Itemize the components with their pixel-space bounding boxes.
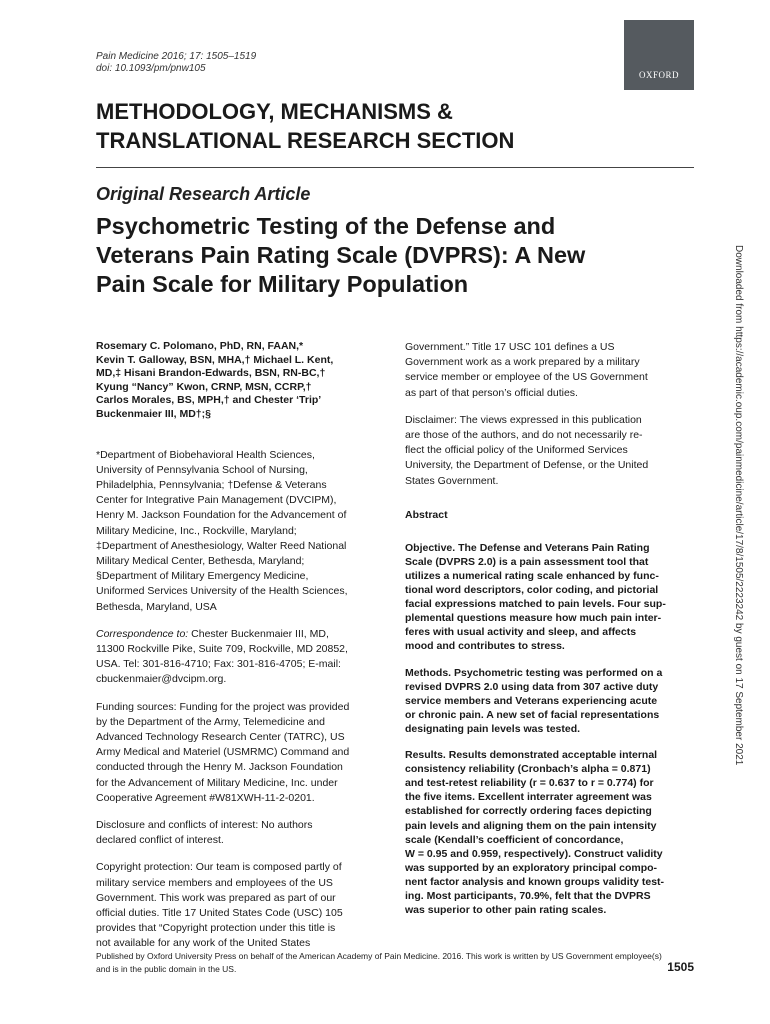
disclaimer-line: flect the official policy of the Uniformed Services (405, 444, 628, 457)
abstract-line: Objective. The Defense and Veterans Pain Rating (405, 541, 650, 554)
abstract-line: was superior to other pain rating scales. (405, 904, 607, 917)
abstract-line: consistency reliability (Cronbach’s alpha = 0.871) (405, 763, 651, 776)
abstract-line: Methods. Psychometric testing was performed on a (405, 666, 663, 679)
left-column (96, 340, 382, 964)
footer-line: and is in the public domain in the US. (96, 964, 237, 974)
author-line: Carlos Morales, BS, MPH,† and Chester ‘Trip’ (96, 394, 322, 407)
author-line: MD,‡ Hisani Brandon-Edwards, BSN, RN-BC,† (96, 367, 326, 380)
journal-citation (96, 51, 256, 75)
abstract-line: scale (Kendall’s coefficient of concordance, (405, 833, 624, 846)
footer-notice (96, 950, 694, 976)
download-note: Downloaded from https://academic.oup.com/painmedicine/article/17/8/1505/2223242 by guest on 17 September 2021 (733, 245, 744, 766)
disclaimer-line: University, the Department of Defense, or the United (405, 459, 649, 472)
funding-line: conducted through the Henry M. Jackson Foundation (96, 761, 343, 774)
disclaimer-line: States Government. (405, 474, 499, 487)
abstract-line: established for correctly ordering faces depicting (405, 805, 652, 818)
abstract-results (405, 748, 694, 917)
author-line: Kevin T. Galloway, BSN, MHA,† Michael L. Kent, (96, 353, 334, 366)
affiliation-line: Henry M. Jackson Foundation for the Advancement of (96, 509, 347, 522)
funding-line: by the Department of the Army, Telemedicine and (96, 715, 325, 728)
oxford-logo-text: OXFORD (638, 70, 679, 80)
footer-line: Published by Oxford University Press on behalf of the American Academy of Pain Medicine. 2016. This work is written by US Government employee(s) (96, 951, 662, 961)
author-list (96, 340, 382, 422)
correspondence-line: Chester Buckenmaier III, MD, (188, 627, 329, 640)
copyright-line: Government. This work was prepared as part of our (96, 891, 336, 904)
abstract-line: and test-retest reliability (r = 0.637 to r = 0.774) for (405, 777, 654, 790)
affiliation-line: Bethesda, Maryland, USA (96, 600, 217, 613)
funding-line: Cooperative Agreement #W81XWH-11-2-0201. (96, 791, 315, 804)
abstract-line: designating pain levels was tested. (405, 722, 581, 735)
article-title-line: Pain Scale for Military Population (96, 271, 469, 297)
affiliation-line: Military Medicine, Inc., Rockville, Maryland; (96, 524, 297, 537)
correspondence-line: USA. Tel: 301-816-4710; Fax: 301-816-4705; E-mail: (96, 658, 341, 671)
abstract-methods (405, 666, 694, 736)
article-type: Original Research Article (96, 184, 311, 204)
affiliation-line: §Department of Military Emergency Medicine, (96, 570, 309, 583)
affiliation-line: University of Pennsylvania School of Nursing, (96, 463, 308, 476)
affiliation-line: Military Medical Center, Bethesda, Maryland; (96, 554, 305, 567)
abstract-line: pain levels and aligning them on the pain intensity (405, 819, 657, 832)
disclosure-line: declared conflict of interest. (96, 834, 224, 847)
abstract-line: nent factor analysis and known groups validity test- (405, 875, 665, 888)
abstract-line: revised DVPRS 2.0 using data from 307 active duty (405, 680, 659, 693)
header-divider (96, 167, 694, 168)
abstract-line: mood and contributes to stress. (405, 640, 565, 653)
disclaimer-line: Disclaimer: The views expressed in this publication (405, 413, 642, 426)
affiliations (96, 448, 382, 615)
author-line: Kyung “Nancy” Kwon, CRNP, MSN, CCRP,† (96, 380, 312, 393)
section-title-line: METHODOLOGY, MECHANISMS & (96, 99, 453, 124)
copyright-continuation (405, 340, 694, 401)
funding-line: Funding sources: Funding for the project was provided (96, 700, 350, 713)
author-line: Buckenmaier III, MD†;§ (96, 407, 211, 420)
correspondence-label: Correspondence to: (96, 627, 189, 640)
disclosure-line: Disclosure and conflicts of interest: No authors (96, 819, 313, 832)
correspondence (96, 627, 382, 688)
abstract-line: facial expressions matched to pain levels. Four sup- (405, 598, 666, 611)
abstract-line: the five items. Excellent interrater agreement was (405, 791, 652, 804)
right-column (405, 340, 694, 929)
article-title (96, 212, 656, 299)
funding-line: for the Advancement of Military Medicine, Inc. under (96, 776, 338, 789)
section-title-line: TRANSLATIONAL RESEARCH SECTION (96, 128, 515, 153)
continuation-line: as part of that person’s official duties. (405, 386, 578, 399)
funding-line: Advanced Technology Research Center (TATRC), US (96, 731, 345, 744)
copyright-line: official duties. Title 17 United States Code (USC) 105 (96, 907, 343, 920)
article-title-line: Psychometric Testing of the Defense and (96, 213, 556, 239)
abstract-heading: Abstract (405, 508, 448, 521)
copyright-line: provides that “Copyright protection under this title is (96, 922, 336, 935)
continuation-line: Government work as a work prepared by a military (405, 356, 640, 369)
copyright-line: Copyright protection: Our team is composed partly of (96, 861, 342, 874)
continuation-line: Government.” Title 17 USC 101 defines a US (405, 341, 615, 353)
copyright-statement (96, 860, 382, 951)
funding-statement (96, 700, 382, 806)
affiliation-line: ‡Department of Anesthesiology, Walter Reed National (96, 539, 347, 552)
continuation-line: service member or employee of the US Government (405, 371, 648, 384)
affiliation-line: *Department of Biobehavioral Health Sciences, (96, 448, 315, 461)
abstract-line: plemental questions measure how much pain inter- (405, 612, 662, 625)
correspondence-line: 11300 Rockville Pike, Suite 709, Rockville, MD 20852, (96, 643, 348, 655)
abstract-line: Scale (DVPRS 2.0) is a pain assessment tool that (405, 555, 649, 568)
affiliation-line: Uniformed Services University of the Health Sciences, (96, 585, 348, 598)
affiliation-line: Philadelphia, Pennsylvania; †Defense & Veterans (96, 478, 327, 491)
journal-citation-line: Pain Medicine 2016; 17: 1505–1519 (96, 51, 257, 62)
affiliation-line: Center for Integrative Pain Management (DVCIPM), (96, 494, 337, 507)
abstract-line: or chronic pain. A new set of facial representations (405, 708, 660, 721)
section-title (96, 97, 656, 155)
disclosure-statement (96, 818, 382, 848)
abstract-objective (405, 541, 694, 654)
abstract-line: service members and Veterans experiencing acute (405, 694, 658, 707)
oxford-logo (624, 20, 694, 90)
page-number: 1505 (667, 960, 694, 974)
abstract-line: Results. Results demonstrated acceptable internal (405, 749, 658, 762)
disclaimer-line: are those of the authors, and do not necessarily re- (405, 429, 643, 442)
abstract-line: ing. Most participants, 70.9%, felt that the DVPRS (405, 889, 651, 902)
copyright-line: not available for any work of the United States (96, 937, 311, 950)
abstract-line: was supported by an exploratory principal compo- (405, 861, 658, 874)
abstract-line: utilizes a numerical rating scale enhanced by func- (405, 570, 659, 583)
copyright-line: military service members and employees of the US (96, 876, 333, 889)
author-line: Rosemary C. Polomano, PhD, RN, FAAN,* (96, 340, 304, 352)
abstract-line: W = 0.95 and 0.959, respectively). Construct validity (405, 847, 663, 860)
abstract-line: feres with usual activity and sleep, and affects (405, 626, 637, 639)
article-title-line: Veterans Pain Rating Scale (DVPRS): A New (96, 242, 586, 268)
doi-line: doi: 10.1093/pm/pnw105 (96, 63, 206, 74)
funding-line: Army Medical and Materiel (USMRMC) Command and (96, 746, 350, 759)
abstract-line: tional word descriptors, color coding, and pictorial (405, 584, 659, 597)
disclaimer (405, 413, 694, 489)
correspondence-email[interactable]: cbuckenmaier@dvcipm.org. (96, 673, 227, 686)
